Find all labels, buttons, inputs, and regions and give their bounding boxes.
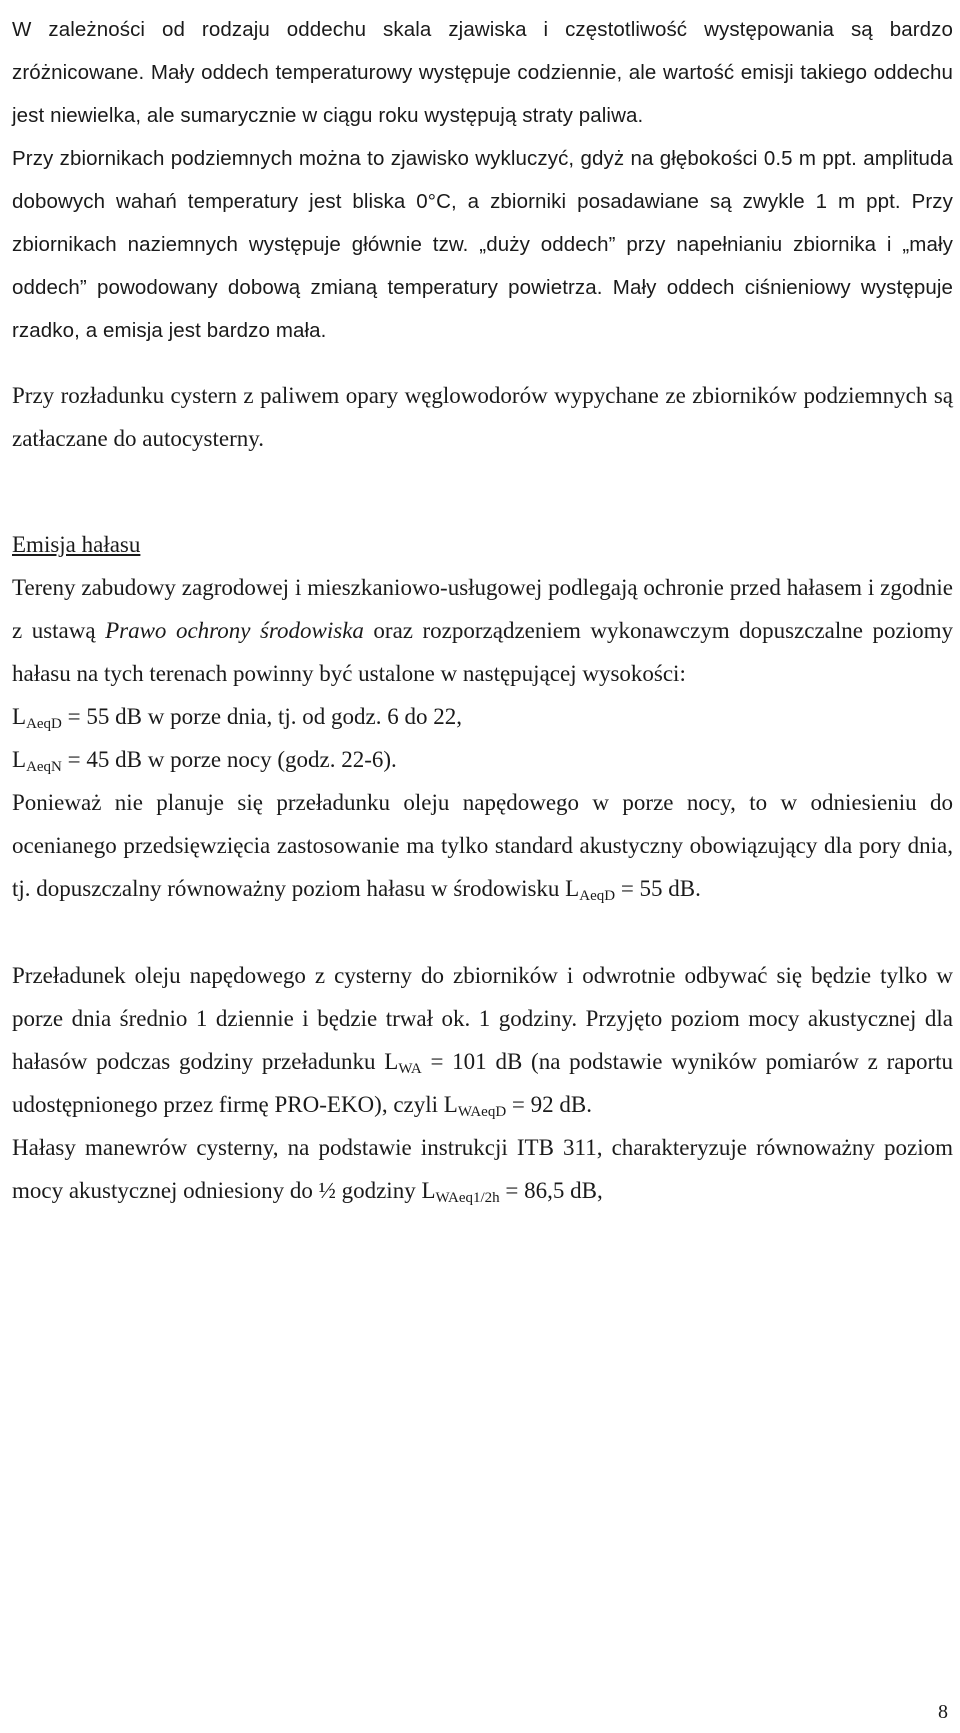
text-segment: Tereny zabudowy zagrodowej i mieszkaniowo-usługowej podlegają ochronie przed hałasem i zgodnie z ustawą [12, 575, 953, 643]
spacer [12, 352, 953, 374]
text-segment: = 45 dB w porze nocy (godz. 22-6). [61, 747, 397, 772]
subscript: WAeq1/2h [435, 1190, 500, 1206]
symbol: L [565, 876, 580, 901]
limit-night [12, 738, 953, 781]
paragraph-breathing-types: W zależności od rodzaju oddechu skala zjawiska i częstotliwość występowania są bardzo zróżnicowane. Mały oddech temperaturowy występuje codziennie, ale wartość emisji takiego oddechu jest niewielka, ale sumarycznie w ciągu roku występują straty paliwa. [12, 18, 953, 127]
text-segment: oraz rozporządzeniem wykonawczym dopuszczalne poziomy hałasu na tych terenach powinny być ustalone w następującej wysokości: [12, 618, 953, 686]
page-number: 8 [938, 1701, 948, 1723]
subscript: AeqN [26, 759, 62, 775]
paragraph-underground-tanks: Przy zbiornikach podziemnych można to zjawisko wykluczyć, gdyż na głębokości 0.5 m ppt. amplituda dobowych wahań temperatury jest bliska 0°C, a zbiorniki posadawiane są zwykle 1 m ppt. Przy zbiornikach naziemnych występuje głównie tzw. „duży oddech” przy napełnianiu zbiornika i „mały oddech” powodowany dobową zmianą temperatury powietrza. Mały oddech ciśnieniowy występuje rzadko, a emisja jest bardzo mała. [12, 147, 953, 342]
text-segment: = 55 dB. [615, 876, 701, 901]
spacer [12, 460, 953, 523]
symbol: L [421, 1178, 436, 1203]
law-title: Prawo ochrony środowiska [105, 618, 364, 643]
symbol: L [443, 1092, 458, 1117]
subscript: WA [398, 1061, 422, 1077]
subscript: AeqD [579, 888, 616, 904]
text-segment: Ponieważ nie planuje się przeładunku oleju napędowego w porze nocy, to w odniesieniu do ocenianego przedsięwzięcia zastosowanie ma tylko standard akustyczny obowiązujący dla pory dnia, tj. dopuszczalny równoważny poziom hałasu w środowisku [12, 790, 953, 901]
text-segment: Hałasy manewrów cysterny, na podstawie instrukcji ITB 311, charakteryzuje równoważny poziom mocy akustycznej odniesiony do ½ godziny [12, 1135, 953, 1203]
paragraph-noise-regulation [12, 566, 953, 695]
paragraph-tanker-maneuvers [12, 1126, 953, 1212]
document-page [12, 8, 953, 1212]
paragraph-transfer-power [12, 954, 953, 1126]
text-segment: = 55 dB w porze dnia, tj. od godz. 6 do 22, [61, 704, 462, 729]
subscript: AeqD [26, 716, 62, 732]
text-segment: = 101 dB (na podstawie wyników pomiarów z raportu udostępnionego przez firmę PRO-EKO), czyli [12, 1049, 953, 1117]
spacer [12, 910, 953, 954]
text-segment: Przeładunek oleju napędowego z cysterny do zbiorników i odwrotnie odbywać się będzie tylko w porze dnia średnio 1 dziennie i będzie trwał ok. 1 godziny. Przyjęto poziom mocy akustycznej dla hałasów podczas godziny przeładunku [12, 963, 953, 1074]
symbol: L [12, 747, 27, 772]
symbol: L [12, 704, 27, 729]
text-segment: = 92 dB. [506, 1092, 592, 1117]
limit-day [12, 695, 953, 738]
section-heading-noise: Emisja hałasu [12, 532, 141, 557]
text-segment: = 86,5 dB, [499, 1178, 603, 1203]
symbol: L [384, 1049, 399, 1074]
paragraph-day-standard [12, 781, 953, 910]
subscript: WAeqD [457, 1104, 507, 1120]
paragraph-tanker-unloading: Przy rozładunku cystern z paliwem opary węglowodorów wypychane ze zbiorników podziemnych są zatłaczane do autocysterny. [12, 383, 953, 451]
